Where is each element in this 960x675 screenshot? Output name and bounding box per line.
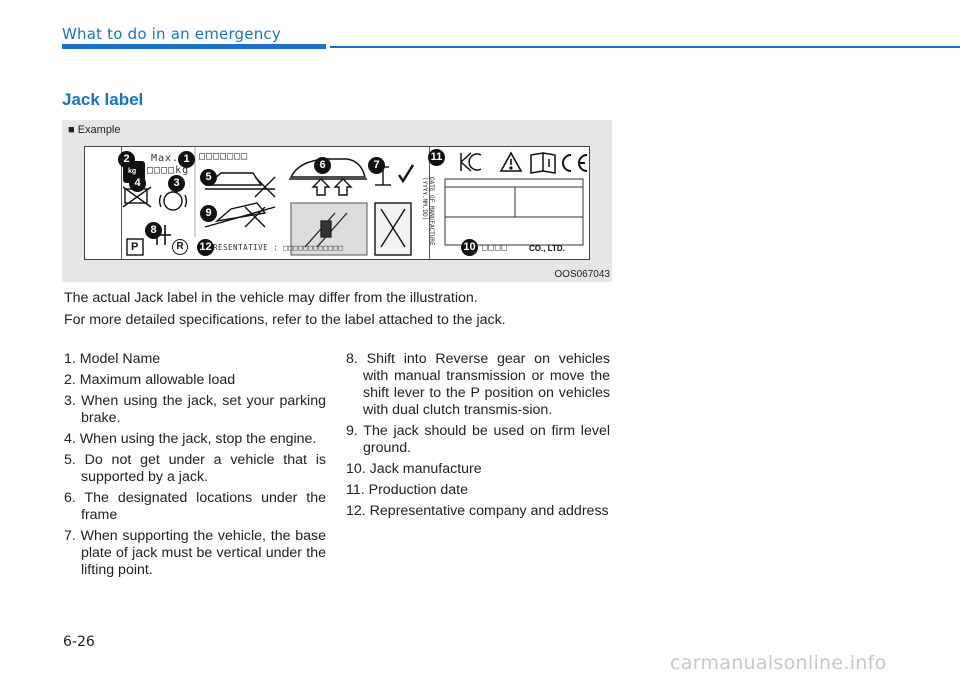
intro-text-1: The actual Jack label in the vehicle may differ from the illustration.	[64, 290, 478, 306]
list-item: 4. When using the jack, stop the engine.	[64, 431, 317, 447]
section-header: What to do in an emergency	[62, 25, 281, 43]
r-sign: R	[172, 239, 188, 255]
badge-3: 3	[168, 175, 185, 192]
list-right	[346, 351, 610, 524]
list-item: 6. The designated locations under the frame	[64, 490, 326, 523]
list-item: 2. Maximum allowable load	[64, 372, 236, 388]
p-sign: P	[131, 241, 139, 253]
parking-brake-icon	[160, 192, 187, 210]
list-item: 8. Shift into Reverse gear on vehicles with manual transmission or move the shift lever to the P position on vehicles with dual clutch transmis-sion.	[346, 351, 610, 418]
jack-label-figure	[62, 120, 612, 282]
list-item: 1. Model Name	[64, 351, 161, 367]
badge-9: 9	[200, 205, 217, 222]
header-rule-thin	[330, 46, 960, 48]
list-item: 10. Jack manufacture	[346, 461, 482, 477]
figure-code: OOS067043	[554, 269, 610, 280]
ce-mark-icon	[563, 155, 587, 171]
badge-4: 4	[129, 175, 146, 192]
list-item: 3. When using the jack, set your parking brake.	[64, 393, 326, 426]
list-left	[64, 351, 326, 583]
list-item: 9. The jack should be used on firm level ground.	[346, 423, 610, 456]
list-item: 7. When supporting the vehicle, the base plate of jack must be vertical under the lifting point.	[64, 528, 326, 578]
list-item: 5. Do not get under a vehicle that is supported by a jack.	[64, 452, 326, 485]
badge-12: 12	[197, 239, 214, 256]
badge-2: 2	[118, 151, 135, 168]
company-boxes: □□□□	[482, 243, 508, 253]
list-item: 12. Representative company and address	[346, 503, 609, 519]
list-item: 11. Production date	[346, 482, 468, 498]
badge-10: 10	[461, 239, 478, 256]
page-title: Jack label	[62, 90, 144, 109]
header-rule-thick	[62, 44, 326, 49]
warning-icon	[501, 153, 521, 171]
badge-5: 5	[200, 169, 217, 186]
kg-badge: kg	[128, 168, 137, 175]
representative-text: RESENTATIVE : □□□□□□□□□□□□	[213, 243, 344, 252]
jack-label-illustration	[84, 146, 590, 260]
intro-text-2: For more detailed specifications, refer to the label attached to the jack.	[64, 312, 506, 328]
kc-mark-icon	[461, 153, 481, 171]
manufacture-date-text: DATE OF MANUFACTURE (YYYY.MM.DD)	[421, 177, 435, 246]
badge-6: 6	[314, 157, 331, 174]
max-load-value: □□□□kg	[147, 165, 190, 176]
page-number: 6-26	[63, 634, 95, 650]
spec-table	[445, 179, 583, 245]
badge-8: 8	[145, 222, 162, 239]
company-name: CO., LTD.	[529, 244, 565, 253]
manual-book-icon	[531, 153, 555, 173]
max-label: Max.	[151, 153, 180, 164]
badge-11: 11	[428, 149, 445, 166]
badge-7: 7	[368, 157, 385, 174]
badge-1: 1	[178, 151, 195, 168]
figure-example-label: ■ Example	[68, 124, 121, 136]
watermark: carmanualsonline.info	[670, 652, 887, 674]
model-name-boxes: □□□□□□□	[199, 151, 249, 162]
jack-wrong-icon	[375, 203, 411, 255]
